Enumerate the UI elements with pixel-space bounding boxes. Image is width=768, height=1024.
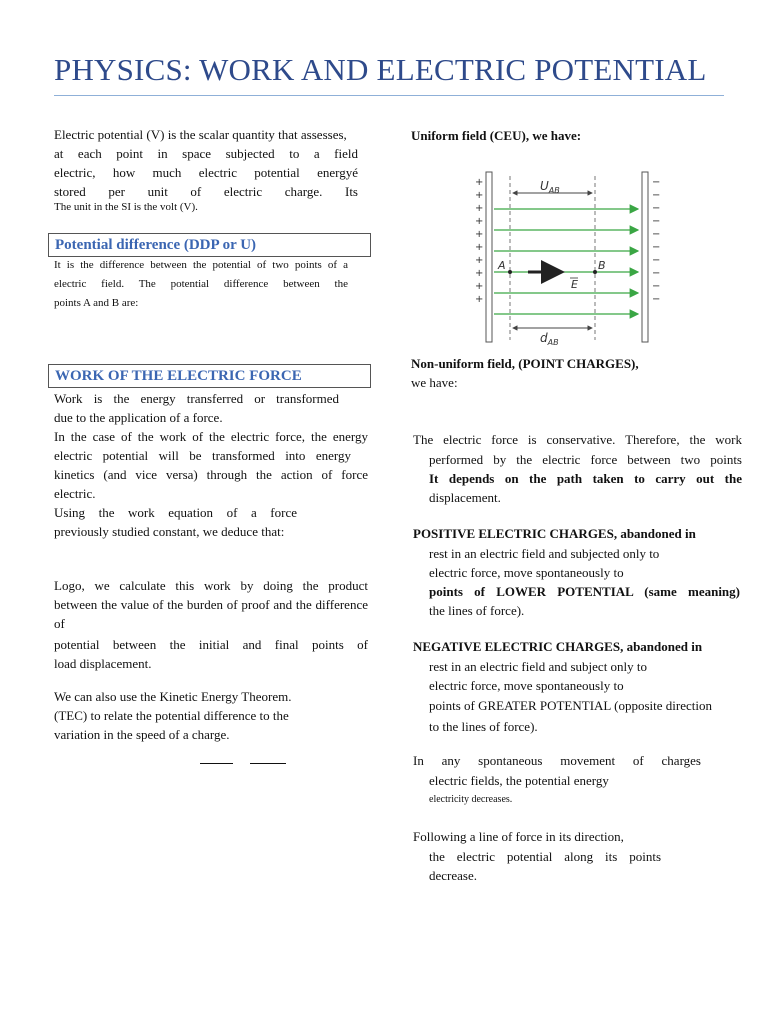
bullet-line: the lines of force). bbox=[429, 603, 525, 618]
tec-line: We can also use the Kinetic Energy Theorem. bbox=[54, 689, 292, 704]
work-line: electric potential will be transformed into energy bbox=[54, 448, 351, 463]
plus-sign: + bbox=[475, 177, 484, 188]
minus-sign: − bbox=[652, 242, 661, 253]
plus-sign: + bbox=[475, 229, 484, 240]
ddp-paragraph bbox=[54, 257, 348, 311]
minus-sign: − bbox=[652, 177, 661, 188]
work-line: kinetics (and vice versa) through the action of force bbox=[54, 467, 368, 482]
bullet-line: It depends on the path taken to carry out the bbox=[429, 471, 742, 486]
minus-sign: − bbox=[652, 190, 661, 201]
bullet-positive-charges bbox=[411, 524, 740, 620]
blank-line bbox=[200, 763, 233, 764]
negative-plate bbox=[642, 172, 648, 342]
work-paragraph bbox=[54, 389, 368, 541]
positive-plate bbox=[486, 172, 492, 342]
plus-signs bbox=[475, 177, 483, 305]
bullet-text: In any spontaneous movement of charges bbox=[413, 753, 701, 768]
bullet-line bbox=[411, 524, 740, 544]
bullet-line bbox=[411, 430, 742, 450]
minus-sign: − bbox=[652, 281, 661, 292]
bullet-line: electricity decreases. bbox=[429, 794, 513, 805]
point-b-label: B bbox=[598, 259, 606, 272]
plus-sign: + bbox=[475, 190, 484, 201]
plus-sign: + bbox=[475, 281, 484, 292]
nonuniform-subheading: we have: bbox=[411, 375, 458, 390]
bullet-conservative bbox=[411, 430, 742, 507]
bullet-line bbox=[411, 751, 701, 771]
tec-line: (TEC) to relate the potential difference to the bbox=[54, 708, 289, 723]
point-a-label: A bbox=[498, 259, 506, 272]
bullet-line: rest in an electric field and subject only to bbox=[429, 659, 648, 674]
bullet-line-of-force bbox=[411, 827, 661, 885]
intro-line: electric, how much electric potential energyé bbox=[54, 165, 358, 180]
bullet-text: The electric force is conservative. Therefore, the work bbox=[413, 432, 742, 447]
ddp-heading: Potential difference (DDP or U) bbox=[48, 233, 371, 257]
bullet-line: electric fields, the potential energy bbox=[429, 773, 609, 788]
bullet-line: performed by the electric force between two points bbox=[429, 452, 742, 467]
bullet-line bbox=[411, 827, 661, 847]
uab-label: $U_{AB}$ bbox=[540, 179, 560, 195]
tec-paragraph bbox=[54, 687, 368, 744]
logo-line: between the value of the burden of proof and the difference of bbox=[54, 597, 368, 631]
work-line: In the case of the work of the electric force, the energy bbox=[54, 429, 368, 444]
ddp-line: electric field. The potential difference between the bbox=[54, 278, 348, 290]
unit-line: The unit in the SI is the volt (V). bbox=[54, 201, 198, 213]
bullet-line: rest in an electric field and subjected only to bbox=[429, 546, 660, 561]
work-line: due to the application of a force. bbox=[54, 410, 223, 425]
blank-line bbox=[250, 763, 286, 764]
bullet-spontaneous-movement bbox=[411, 751, 701, 809]
bullet-line bbox=[411, 637, 740, 657]
intro-line: Electric potential (V) is the scalar quantity that assesses, bbox=[54, 127, 347, 142]
work-line: previously studied constant, we deduce that: bbox=[54, 524, 285, 539]
ddp-line: points A and B are: bbox=[54, 297, 139, 309]
logo-line: Logo, we calculate this work by doing the product bbox=[54, 578, 368, 593]
bullet-line: points of GREATER POTENTIAL (opposite direction bbox=[429, 698, 712, 713]
plus-sign: + bbox=[475, 294, 484, 305]
minus-sign: − bbox=[652, 294, 661, 305]
work-line: Work is the energy transferred or transformed bbox=[54, 391, 339, 406]
uniform-heading: Uniform field (CEU), we have: bbox=[411, 128, 582, 143]
plus-sign: + bbox=[475, 216, 484, 227]
bullet-text: NEGATIVE ELECTRIC CHARGES, abandoned in bbox=[413, 639, 703, 654]
logo-line: load displacement. bbox=[54, 656, 152, 671]
point-a bbox=[508, 270, 512, 274]
bullet-line: decrease. bbox=[429, 868, 477, 883]
ddp-line: It is the difference between the potential of two points of a bbox=[54, 259, 348, 271]
minus-sign: − bbox=[652, 255, 661, 266]
bullet-text: POSITIVE ELECTRIC CHARGES, abandoned in bbox=[413, 526, 696, 541]
work-line: electric. bbox=[54, 486, 96, 501]
intro-paragraph bbox=[54, 125, 358, 215]
plus-sign: + bbox=[475, 255, 484, 266]
logo-line: potential between the initial and final points of bbox=[54, 637, 368, 652]
intro-line: stored per unit of electric charge. Its bbox=[54, 184, 358, 199]
e-label: E bbox=[571, 278, 578, 291]
minus-sign: − bbox=[652, 229, 661, 240]
bullet-text: Following a line of force in its direction, bbox=[413, 829, 624, 844]
bullet-line: electric force, move spontaneously to bbox=[429, 565, 624, 580]
field-lines bbox=[494, 209, 638, 314]
intro-line: at each point in space subjected to a field bbox=[54, 146, 358, 161]
nonuniform-heading: Non-uniform field, (POINT CHARGES), bbox=[411, 356, 639, 371]
title-divider bbox=[54, 95, 724, 96]
bullet-line: electric force, move spontaneously to bbox=[429, 678, 624, 693]
work-heading: WORK OF THE ELECTRIC FORCE bbox=[48, 364, 371, 388]
uniform-field-figure bbox=[470, 168, 670, 346]
plus-sign: + bbox=[475, 203, 484, 214]
tec-line: variation in the speed of a charge. bbox=[54, 727, 230, 742]
plus-sign: + bbox=[475, 268, 484, 279]
bullet-negative-charges bbox=[411, 637, 740, 736]
point-b bbox=[593, 270, 597, 274]
minus-signs bbox=[652, 177, 660, 305]
bullet-line: points of LOWER POTENTIAL (same meaning) bbox=[429, 584, 740, 599]
page-title: PHYSICS: WORK AND ELECTRIC POTENTIAL bbox=[54, 52, 707, 87]
plus-sign: + bbox=[475, 242, 484, 253]
bullet-line: to the lines of force). bbox=[429, 719, 538, 734]
minus-sign: − bbox=[652, 268, 661, 279]
logo-paragraph bbox=[54, 576, 368, 673]
minus-sign: − bbox=[652, 216, 661, 227]
dab-label: $d_{AB}$ bbox=[540, 331, 559, 346]
minus-sign: − bbox=[652, 203, 661, 214]
work-line: Using the work equation of a force bbox=[54, 505, 297, 520]
bullet-line: the electric potential along its points bbox=[429, 849, 661, 864]
bullet-line: displacement. bbox=[429, 490, 501, 505]
